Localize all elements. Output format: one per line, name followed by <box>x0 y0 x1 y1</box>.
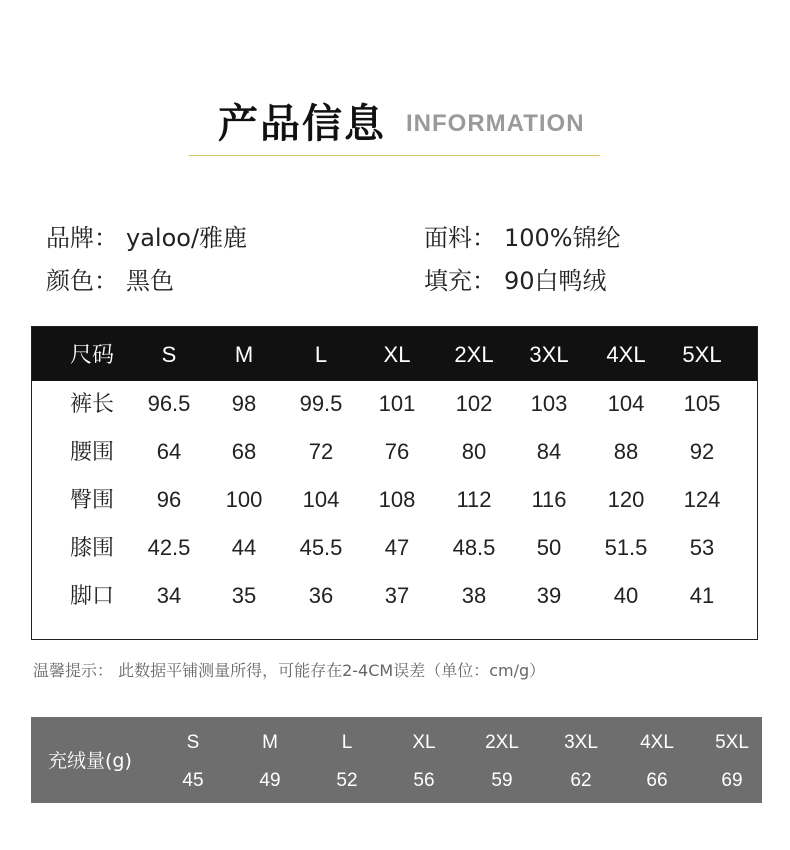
table-cell: 96.5 <box>147 391 191 416</box>
table-cell: 96 <box>156 487 182 512</box>
fill-value: 66 <box>646 770 668 791</box>
fill-value: 56 <box>413 770 435 791</box>
table-cell: 80 <box>461 439 487 464</box>
table-cell: 92 <box>689 439 715 464</box>
section-title <box>0 96 790 156</box>
size-table <box>31 326 758 640</box>
table-cell: 72 <box>308 439 334 464</box>
size-table-header <box>32 327 757 381</box>
table-cell: 48.5 <box>452 535 496 560</box>
table-cell: 42.5 <box>147 535 191 560</box>
table-cell: 116 <box>531 487 567 512</box>
fill-size: 5XL <box>715 732 749 753</box>
header-cell: 5XL <box>682 342 722 367</box>
row-label: 膝围 <box>69 535 114 560</box>
fill-size: L <box>341 732 353 753</box>
table-cell: 36 <box>308 583 334 608</box>
table-cell: 44 <box>231 535 257 560</box>
table-cell: 124 <box>683 487 721 512</box>
header-cell: 尺码 <box>69 342 114 367</box>
table-cell: 100 <box>225 487 263 512</box>
table-cell: 120 <box>607 487 645 512</box>
row-label: 脚口 <box>69 583 114 608</box>
info-filling <box>424 266 607 296</box>
measurement-note: 温馨提示： 此数据平铺测量所得，可能存在2-4CM误差（单位：cm/g） <box>33 661 546 680</box>
table-cell: 84 <box>536 439 562 464</box>
fill-size: M <box>262 732 278 753</box>
header-cell: L <box>314 342 328 367</box>
row-label: 臀围 <box>69 487 114 512</box>
fill-size: XL <box>412 732 436 753</box>
table-cell: 76 <box>384 439 410 464</box>
table-cell: 104 <box>302 487 340 512</box>
table-cell: 105 <box>683 391 721 416</box>
table-cell: 40 <box>613 583 639 608</box>
fill-value: 52 <box>336 770 358 791</box>
fill-size: 2XL <box>485 732 519 753</box>
info-value: 100%锦纶 <box>504 224 621 252</box>
table-cell: 37 <box>384 583 410 608</box>
table-cell: 50 <box>536 535 562 560</box>
info-label: 品牌： <box>46 224 118 252</box>
table-cell: 41 <box>689 583 715 608</box>
fill-size: 4XL <box>640 732 674 753</box>
table-cell: 108 <box>378 487 416 512</box>
fill-value: 69 <box>721 770 743 791</box>
info-brand <box>46 223 247 253</box>
fill-value: 45 <box>182 770 204 791</box>
table-cell: 99.5 <box>299 391 343 416</box>
table-cell: 35 <box>231 583 257 608</box>
info-value: 黑色 <box>126 267 174 295</box>
fill-weight-label: 充绒量(g) <box>48 750 132 772</box>
header-cell: M <box>234 342 254 367</box>
title-underline <box>189 155 600 156</box>
table-cell: 51.5 <box>604 535 648 560</box>
table-cell: 102 <box>455 391 493 416</box>
row-label: 裤长 <box>69 391 114 416</box>
fill-size: S <box>186 732 200 753</box>
header-cell: S <box>161 342 177 367</box>
info-label: 填充： <box>424 267 496 295</box>
row-label: 腰围 <box>69 439 114 464</box>
fill-value: 49 <box>259 770 281 791</box>
table-cell: 112 <box>456 487 492 512</box>
table-cell: 34 <box>156 583 182 608</box>
info-value: 90白鸭绒 <box>504 267 607 295</box>
table-cell: 38 <box>461 583 487 608</box>
header-cell: 4XL <box>606 342 646 367</box>
table-cell: 47 <box>384 535 410 560</box>
info-label: 面料： <box>424 224 496 252</box>
table-cell: 103 <box>530 391 568 416</box>
table-cell: 98 <box>231 391 257 416</box>
title-english: INFORMATION <box>406 110 585 137</box>
table-cell: 53 <box>689 535 715 560</box>
header-cell: 3XL <box>529 342 569 367</box>
fill-value: 62 <box>570 770 592 791</box>
title-chinese: 产品信息 <box>218 101 386 147</box>
fill-value: 59 <box>491 770 513 791</box>
header-cell: XL <box>383 342 411 367</box>
table-cell: 45.5 <box>299 535 343 560</box>
info-fabric <box>424 223 621 253</box>
info-label: 颜色： <box>46 267 118 295</box>
fill-weight-table <box>31 717 762 803</box>
table-cell: 101 <box>378 391 416 416</box>
info-color <box>46 266 174 296</box>
fill-size: 3XL <box>564 732 598 753</box>
header-cell: 2XL <box>454 342 494 367</box>
table-cell: 88 <box>613 439 639 464</box>
info-value: yaloo/雅鹿 <box>126 224 248 252</box>
table-cell: 68 <box>231 439 257 464</box>
table-cell: 104 <box>607 391 645 416</box>
table-cell: 39 <box>536 583 562 608</box>
table-cell: 64 <box>156 439 182 464</box>
